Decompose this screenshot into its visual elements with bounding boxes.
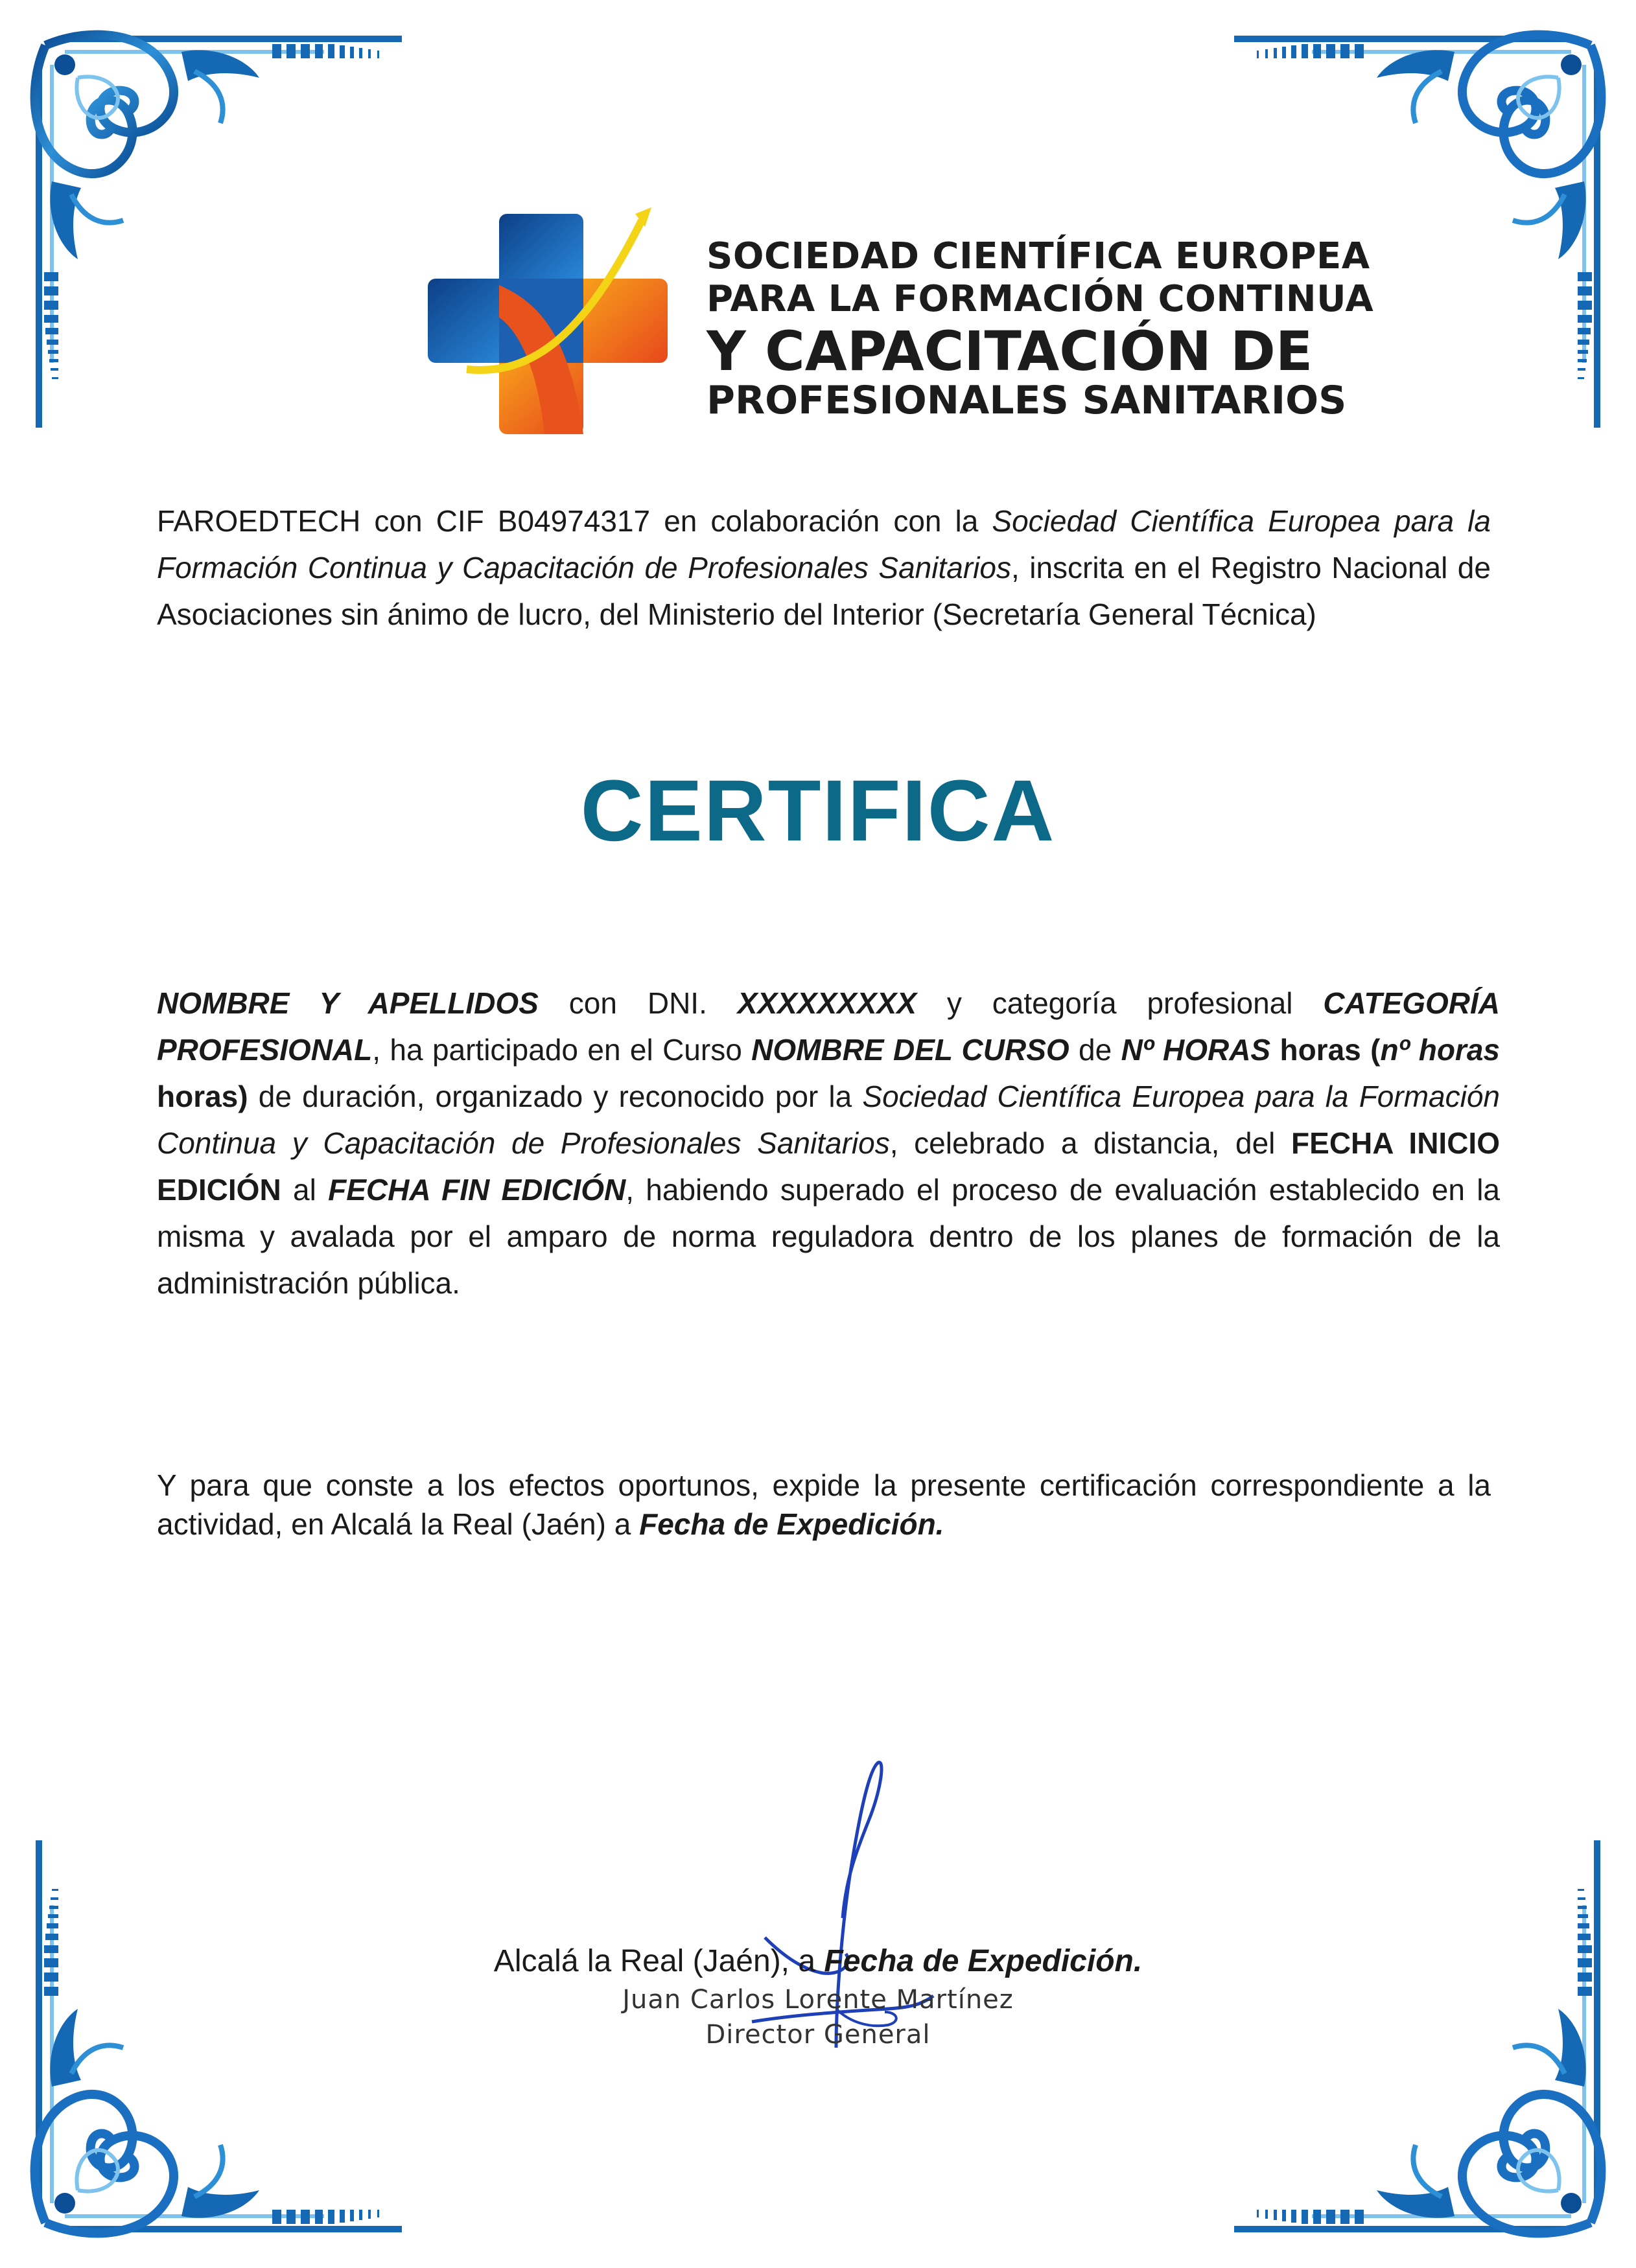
body-text: con DNI. <box>538 986 738 1020</box>
body-text: y categoría profesional <box>916 986 1324 1020</box>
logo-line-3: Y CAPACITACIÓN DE <box>707 319 1313 383</box>
logo-line-1: SOCIEDAD CIENTÍFICA EUROPEA <box>707 235 1370 277</box>
signature-block <box>0 1941 1636 2052</box>
body-text: , celebrado a distancia, del <box>889 1126 1292 1160</box>
intro-text-1: FAROEDTECH con CIF B04974317 en colaboración con la <box>157 504 992 538</box>
edition-start-date: FECHA INICIO EDICIÓN <box>157 1126 1500 1207</box>
signature-place: Alcalá la Real (Jaén), a <box>493 1944 824 1978</box>
edition-end-date: FECHA FIN EDICIÓN <box>328 1173 626 1207</box>
logo-line-4: PROFESIONALES SANITARIOS <box>707 378 1347 423</box>
course-hours: Nº HORAS <box>1121 1033 1271 1067</box>
closing-text: Y para que conste a los efectos oportunos, expide la presente certificación correspondiente a la actividad, en Alcalá la Real (Jaén) a <box>157 1468 1491 1541</box>
intro-society-name: Sociedad Científica Europea para la Formación Continua y Capacitación de Profesionales Sanitarios <box>157 504 1491 584</box>
closing-paragraph <box>157 1466 1491 1544</box>
certificate-body <box>157 980 1500 1306</box>
participant-name: NOMBRE Y APELLIDOS <box>157 986 539 1020</box>
intro-text-2: , inscrita en el Registro Nacional de Asociaciones sin ánimo de lucro, del Ministerio del Interior (Secretaría General Técnica) <box>157 551 1491 631</box>
participant-dni: XXXXXXXXX <box>737 986 917 1020</box>
body-text: , ha participado en el Curso <box>372 1033 752 1067</box>
signatory-role: Director General <box>705 2020 931 2050</box>
body-text: de <box>1069 1033 1121 1067</box>
course-name: NOMBRE DEL CURSO <box>751 1033 1069 1067</box>
cross-logo-icon <box>428 207 674 441</box>
signature-date: Fecha de Expedición. <box>824 1944 1143 1978</box>
course-hours-text: nº horas <box>1380 1033 1500 1067</box>
organizer-name: Sociedad Científica Europea para la Formación Continua y Capacitación de Profesionales Sanitarios <box>157 1080 1500 1160</box>
signature-place-line <box>0 1941 1636 1982</box>
body-text: , habiendo superado el proceso de evaluación establecido en la misma y avalada por el amparo de norma reguladora dentro de los planes de formación de la administración pública. <box>157 1173 1500 1300</box>
society-logo <box>428 207 1374 441</box>
ornamental-border-icon <box>0 0 415 467</box>
signatory-name: Juan Carlos Lorente Martínez <box>622 1985 1014 2015</box>
border-corner-top-left <box>0 0 415 467</box>
body-text: horas ( <box>1270 1033 1381 1067</box>
certificate-title: CERTIFICA <box>580 763 1056 859</box>
logo-line-2: PARA LA FORMACIÓN CONTINUA <box>707 278 1374 320</box>
body-text: al <box>281 1173 329 1207</box>
body-text: de duración, organizado y reconocido por la <box>248 1080 863 1113</box>
society-logo-text <box>707 235 1374 423</box>
issue-date: Fecha de Expedición. <box>639 1507 944 1541</box>
participant-category: CATEGORÍA PROFESIONAL <box>157 986 1500 1067</box>
body-text: horas) <box>157 1080 248 1113</box>
intro-paragraph <box>157 498 1491 638</box>
